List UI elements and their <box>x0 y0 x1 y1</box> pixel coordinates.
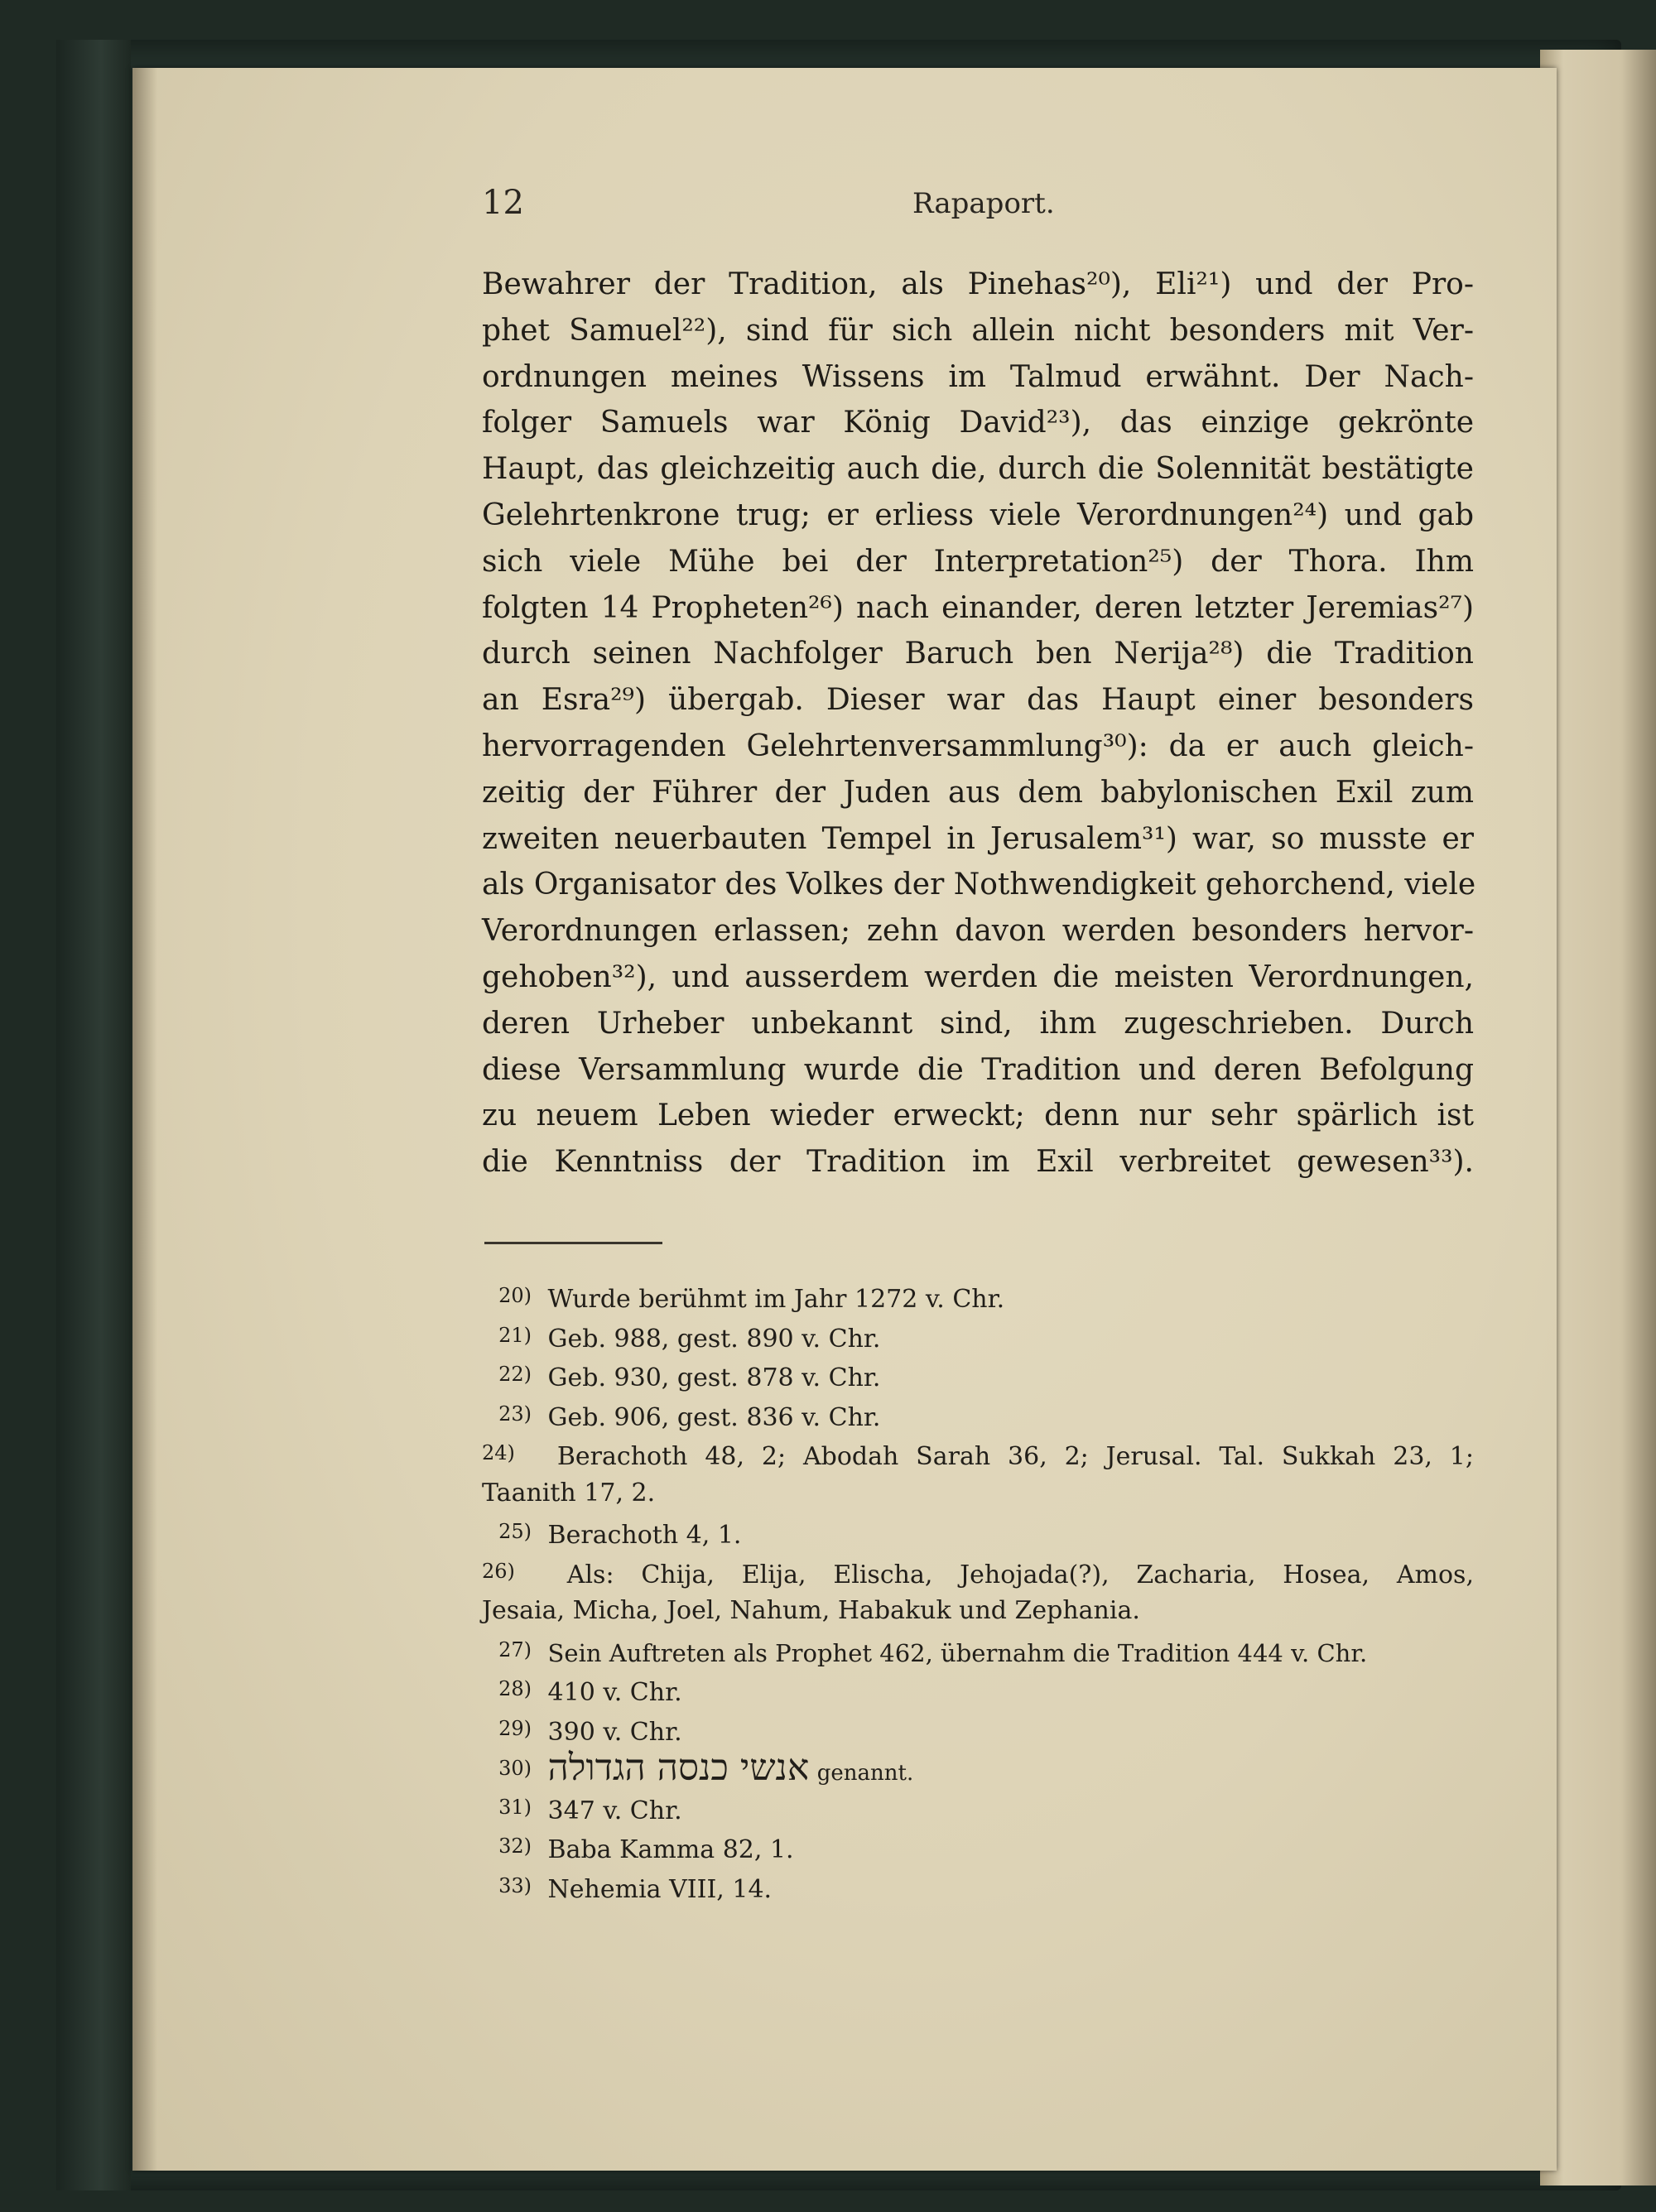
page-number: 12 <box>482 184 524 222</box>
footnote-number: 32) <box>498 1835 532 1858</box>
footnote-text: Geb. 906, gest. 836 v. Chr. <box>547 1402 881 1432</box>
footnote-text: 390 v. Chr. <box>547 1717 682 1747</box>
footnote <box>482 1867 1474 1907</box>
page-header <box>482 184 1475 225</box>
footnote <box>482 1434 1474 1474</box>
running-head: Rapaport. <box>912 187 1055 220</box>
body-line: die Kenntniss der Tradition im Exil verbreitet gewesen³³). <box>482 1145 1474 1180</box>
footnote <box>482 1631 1474 1671</box>
footnote <box>482 1670 1474 1709</box>
footnote-text: Baba Kamma 82, 1. <box>547 1835 794 1864</box>
footnote-number: 22) <box>498 1363 532 1386</box>
footnote-text: Geb. 930, gest. 878 v. Chr. <box>547 1363 881 1392</box>
footnote-text: Geb. 988, gest. 890 v. Chr. <box>547 1324 881 1354</box>
footnote-number: 27) <box>498 1637 532 1661</box>
footnote-text: Sein Auftreten als Prophet 462, übernahm die Tradition 444 v. Chr. <box>547 1638 1368 1667</box>
footnote-text: Berachoth 48, 2; Abodah Sarah 36, 2; Jerusal. Tal. Sukkah 23, 1; <box>556 1442 1474 1471</box>
body-line: ordnungen meines Wissens im Talmud erwähnt. Der Nach- <box>482 359 1474 394</box>
footnote-number: 20) <box>498 1284 532 1307</box>
body-line: hervorragenden Gelehrtenversammlung³⁰): da er auch gleich- <box>482 729 1474 763</box>
body-line: sich viele Mühe bei der Interpretation²⁵) der Thora. Ihm <box>482 544 1474 579</box>
footnote-hebrew-text: אנשי כנסה הגדולה <box>547 1747 810 1789</box>
footnote-text: Nehemia VIII, 14. <box>547 1874 773 1904</box>
body-line: phet Samuel²²), sind für sich allein nicht besonders mit Ver- <box>482 313 1474 348</box>
footnote-number: 31) <box>498 1795 532 1819</box>
footnote-number: 29) <box>498 1716 532 1740</box>
body-line: zeitig der Führer der Juden aus dem babylonischen Exil zum <box>482 775 1474 810</box>
body-line: zu neuem Leben wieder erweckt; denn nur sehr spärlich ist <box>482 1099 1474 1133</box>
body-line: folgten 14 Propheten²⁶) nach einander, deren letzter Jeremias²⁷) <box>482 590 1474 625</box>
footnote-number: 33) <box>498 1873 532 1897</box>
footnote <box>482 1827 1474 1867</box>
body-line: deren Urheber unbekannt sind, ihm zugeschrieben. Durch <box>482 1006 1474 1041</box>
footnote-text: 347 v. Chr. <box>547 1796 682 1825</box>
footnote-number: 21) <box>498 1323 532 1347</box>
footnote-text: Als: Chija, Elija, Elischa, Jehojada(?), Zacharia, Hosea, Amos, <box>566 1560 1474 1589</box>
body-line: diese Versammlung wurde die Tradition und deren Befolgung <box>482 1052 1474 1087</box>
footnote <box>482 1316 1474 1356</box>
footnote-continuation: Taanith 17, 2. <box>482 1478 656 1508</box>
footnote <box>482 1355 1474 1395</box>
footnote-number: 30) <box>498 1757 532 1780</box>
footnote <box>482 1395 1474 1435</box>
body-line: an Esra²⁹) übergab. Dieser war das Haupt einer besonders <box>482 683 1474 718</box>
footnote <box>482 1788 1474 1828</box>
body-line: zweiten neuerbauten Tempel in Jerusalem³¹) war, so musste er <box>482 821 1474 856</box>
footnote-number: 26) <box>482 1559 515 1583</box>
footnote <box>482 1512 1474 1552</box>
footnote-number: 28) <box>498 1677 532 1700</box>
footnote-text: Wurde berühmt im Jahr 1272 v. Chr. <box>547 1285 1005 1314</box>
footnote <box>482 1552 1474 1592</box>
body-line: gehoben³²), und ausserdem werden die meisten Verordnungen, <box>482 959 1474 994</box>
body-line: folger Samuels war König David²³), das einzige gekrönte <box>482 406 1474 440</box>
adjacent-page-edge <box>1540 50 1656 2186</box>
body-line: Haupt, das gleichzeitig auch die, durch die Solennität bestätigte <box>482 452 1474 487</box>
footnotes <box>482 1277 1474 1906</box>
body-line: Gelehrtenkrone trug; er erliess viele Verordnungen²⁴) und gab <box>482 498 1474 532</box>
body-line: als Organisator des Volkes der Nothwendigkeit gehorchend, viele <box>482 868 1476 902</box>
footnote <box>482 1748 1474 1788</box>
footnote-text: genannt. <box>816 1761 914 1786</box>
book-spine-edge <box>56 40 131 2190</box>
body-line: Bewahrer der Tradition, als Pinehas²⁰), Eli²¹) und der Pro- <box>482 267 1474 301</box>
body-line: durch seinen Nachfolger Baruch ben Nerija²⁸) die Tradition <box>482 637 1474 671</box>
footnote-text: 410 v. Chr. <box>547 1678 682 1707</box>
footnote-continuation: Jesaia, Micha, Joel, Nahum, Habakuk und Zephania. <box>482 1596 1140 1625</box>
footnote-text: Berachoth 4, 1. <box>547 1521 742 1550</box>
page-gutter-shadow <box>132 68 157 2171</box>
footnote <box>482 1709 1474 1749</box>
footnote-separator <box>484 1242 662 1244</box>
footnote-number: 24) <box>482 1441 515 1464</box>
body-text <box>482 262 1474 1185</box>
footnote <box>482 1277 1474 1316</box>
footnote-number: 23) <box>498 1402 532 1426</box>
footnote-number: 25) <box>498 1520 532 1543</box>
body-line: Verordnungen erlassen; zehn davon werden besonders hervor- <box>482 914 1474 949</box>
